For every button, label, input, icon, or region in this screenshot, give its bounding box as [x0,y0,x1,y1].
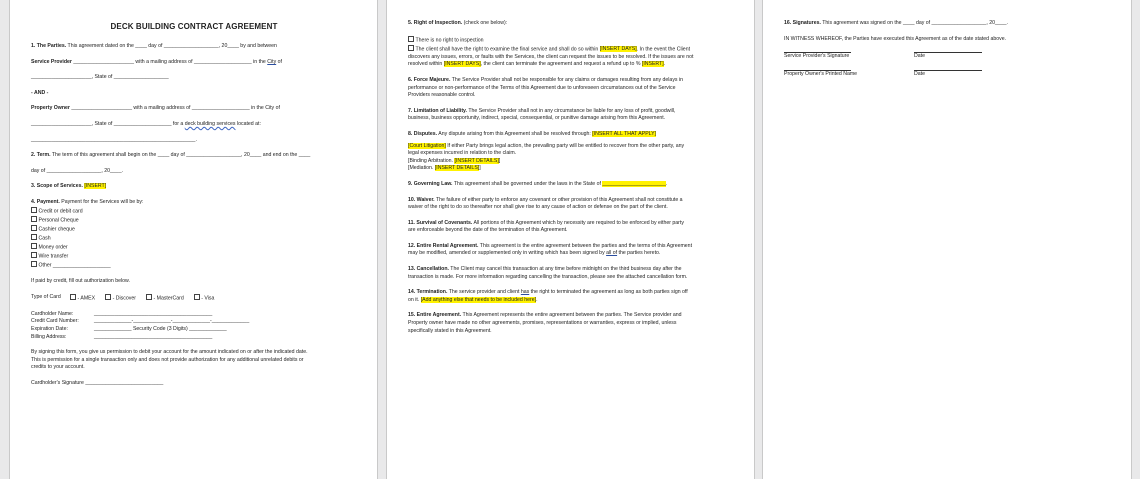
term-line-2: day of ___________________, 20____. [31,167,124,174]
provider-signature-label: Service Provider's Signature [784,53,850,60]
payment-option[interactable]: Other ____________________ [31,261,357,270]
scope-line: 3. Scope of Services. [INSERT] [31,183,107,190]
signatures-line: 16. Signatures. This agreement was signed on the ____ day of ___________________, 20____. [784,20,1008,26]
inspection-line-3: discovers any issues, errors, or faults with the Services, the client can request the issues to be resolved. If the issues are not [408,53,694,60]
entire-agreement-1: 15. Entire Agreement. This Agreement represents the entire agreement between the parties. The Service provider and [408,312,682,319]
termination-1: 14. Termination. The service provider and client has the right to terminated the agreement as long as both parties sign off [408,289,688,296]
checkbox-icon[interactable] [31,216,37,222]
cardholder-signature: Cardholder's Signature ___________________________ [31,380,164,387]
disputes-5: [Mediation. [INSERT DETAILS]] [408,165,481,172]
checkbox-icon[interactable] [31,243,37,249]
payment-option[interactable]: Cashier cheque [31,225,357,234]
auth-line-1: By signing this form, you give us permission to debit your account for the amount indicated on or after the indicated date. [31,349,308,356]
disputes-2: [Court Litigation] If either Party brings legal action, the prevailing party will be entitled to recover from the other party, any [408,142,685,149]
date-label-1: Date [914,53,925,60]
card-type-option[interactable]: - Discover [105,294,136,303]
checkbox-icon[interactable] [31,252,37,258]
disputes-4: [Binding Arbitration. [INSERT DETAILS]] [408,157,501,164]
card-type-option[interactable]: - AMEX [70,294,95,303]
cancellation-2: transaction is made. For more information regarding cancelling the transaction, please see the attached cancellation form. [408,273,688,280]
parties-line-3: _____________________, State of ___________________ [31,74,169,81]
checkbox-icon[interactable] [31,261,37,267]
checkbox-icon[interactable] [105,294,111,300]
card-type-option[interactable]: - MasterCard [146,294,184,303]
checkbox-icon[interactable] [194,294,200,300]
date-label-2: Date [914,70,925,77]
force-majeure-2: performance or non-performance of the Terms of this Agreement due to unforeseen circumstances out of the Service [408,84,676,91]
governing-law: 9. Governing Law. This agreement shall be governed under the laws in the State of ______________________. [408,180,668,187]
auth-line-3: credits to your account. [31,364,85,371]
card-field-value[interactable]: _________________________________________ [94,333,213,340]
card-type-label: Type of Card [31,293,61,300]
parties-line-4: Property Owner _____________________ with a mailing address of ____________________ in the City of [31,105,280,112]
force-majeure-3: Providers reasonable control. [408,92,476,99]
survival-2: are enforceable beyond the date of the termination of this Agreement. [408,227,568,234]
inspection-line-4: resolved within [INSERT DAYS], the client can terminate the agreement and request a refund up to % [INSERT]. [408,61,666,68]
disputes-1: 8. Disputes. Any dispute arising from this Agreement shall be resolved through: [INSERT ALL THAT APPLY] [408,130,657,137]
checkbox-icon[interactable] [70,294,76,300]
signature-labels-1 [784,53,1111,61]
owner-name-label: Property Owner's Printed Name [784,70,858,77]
document-page-1 [9,0,378,479]
card-field-row [31,318,357,326]
card-field-value[interactable]: _________________________________________ [94,310,213,317]
checkbox-icon[interactable] [408,36,414,42]
term-line-1: 2. Term. The term of this agreement shall begin on the ____ day of ___________________, 20____ and end on the ____ [31,152,311,159]
parties-line-5: _____________________, State of ____________________ for a deck building services located at: [31,120,261,127]
checkbox-icon[interactable] [31,234,37,240]
inspection-option-1[interactable]: There is no right to inspection [408,36,734,45]
survival-1: 11. Survival of Covenants. All portions of this Agreement which by necessity are required to be enforced by either party [408,219,684,226]
parties-line-2: Service Provider _____________________ with a mailing address of ____________________ in the City of [31,58,282,65]
card-type-option[interactable]: - Visa [194,294,215,303]
document-page-2 [386,0,755,479]
card-field-row [31,311,357,319]
card-field-value[interactable]: _____________-_____________-_____________-_____________ [94,318,250,325]
payment-option[interactable]: Wire transfer [31,252,357,261]
parties-line-1: 1. The Parties. This agreement dated on the ____ day of ___________________, 20____ by and between [31,43,277,49]
termination-2: on it. [Add anything else that needs to be included here]. [408,296,538,303]
cancellation-1: 13. Cancellation. The Client may cancel this transaction at any time before midnight on the third business day after the [408,266,682,273]
liability-1: 7. Limitation of Liability. The Service Provider shall not in any circumstance be liable for any loss of profit, goodwill, [408,107,676,114]
checkbox-icon[interactable] [31,225,37,231]
entire-rental-1: 12. Entire Rental Agreement. This agreement is the entire agreement between the parties and the terms of this Agreement [408,242,693,249]
payment-option[interactable]: Credit or debit card [31,207,357,216]
payment-option[interactable]: Personal Cheque [31,216,357,225]
parties-line-6: _________________________________________________________. [31,136,197,143]
force-majeure-1: 6. Force Majeure. The Service Provider shall not be responsible for any claims or damages resulting from any delays in [408,76,683,83]
entire-rental-2: may be modified, amended or supplemented only in writing which has been signed by all of the parties hereto. [408,250,661,257]
payment-option[interactable]: Money order [31,243,357,252]
card-field-label: Cardholder Name: [31,310,74,317]
card-type-options [70,294,214,303]
entire-agreement-2: Property owner have made no other agreements, promises, representations or warranties, express or implied, unless [408,320,677,327]
and-separator: - AND - [31,89,49,96]
card-field-row [31,326,357,334]
document-title: DECK BUILDING CONTRACT AGREEMENT [110,22,278,31]
witness-line: IN WITNESS WHEREOF, the Parties have executed this Agreement as of the date stated above. [784,35,1007,42]
payment-line: 4. Payment. Payment for the Services will be by: [31,198,144,205]
inspection-option-2[interactable]: The client shall have the right to examine the final service and shall do so within [INSERT DAYS]. In the event the Client [408,45,734,54]
waiver-2: waiver of the right to do so thereafter nor shall give rise to any cause of action or defense on the part of the client. [408,204,668,211]
inspection-head: 5. Right of Inspection. (check one below): [408,20,508,26]
waiver-1: 10. Waiver. The failure of either party to enforce any covenant or other provision of this Agreement shall not constitute a [408,196,683,203]
payment-options [31,207,357,271]
document-page-3 [762,0,1132,479]
checkbox-icon[interactable] [31,207,37,213]
disputes-3: legal expenses incurred in relation to the claim. [408,150,517,157]
card-field-label: Expiration Date: [31,326,68,333]
liability-2: business, business opportunity, indirect, special, consequential, or punitive damage arising from this Agreement. [408,115,666,122]
card-field-label: Credit Card Number: [31,318,79,325]
card-field-value[interactable]: _____________ Security Code (3 Digits) _____________ [94,326,227,333]
signature-labels-2 [784,71,1111,79]
payment-option[interactable]: Cash [31,234,357,243]
credit-note: If paid by credit, fill out authorization below. [31,278,130,285]
card-type-row [31,294,357,303]
checkbox-icon[interactable] [146,294,152,300]
entire-agreement-3: specifically stated in this Agreement. [408,327,492,334]
card-field-label: Billing Address: [31,333,67,340]
checkbox-icon[interactable] [408,45,414,51]
card-fields [31,311,357,341]
auth-line-2: This is permission for a single transaction only and does not provide authorization for any additional unrelated debits or [31,356,304,363]
card-field-row [31,334,357,342]
